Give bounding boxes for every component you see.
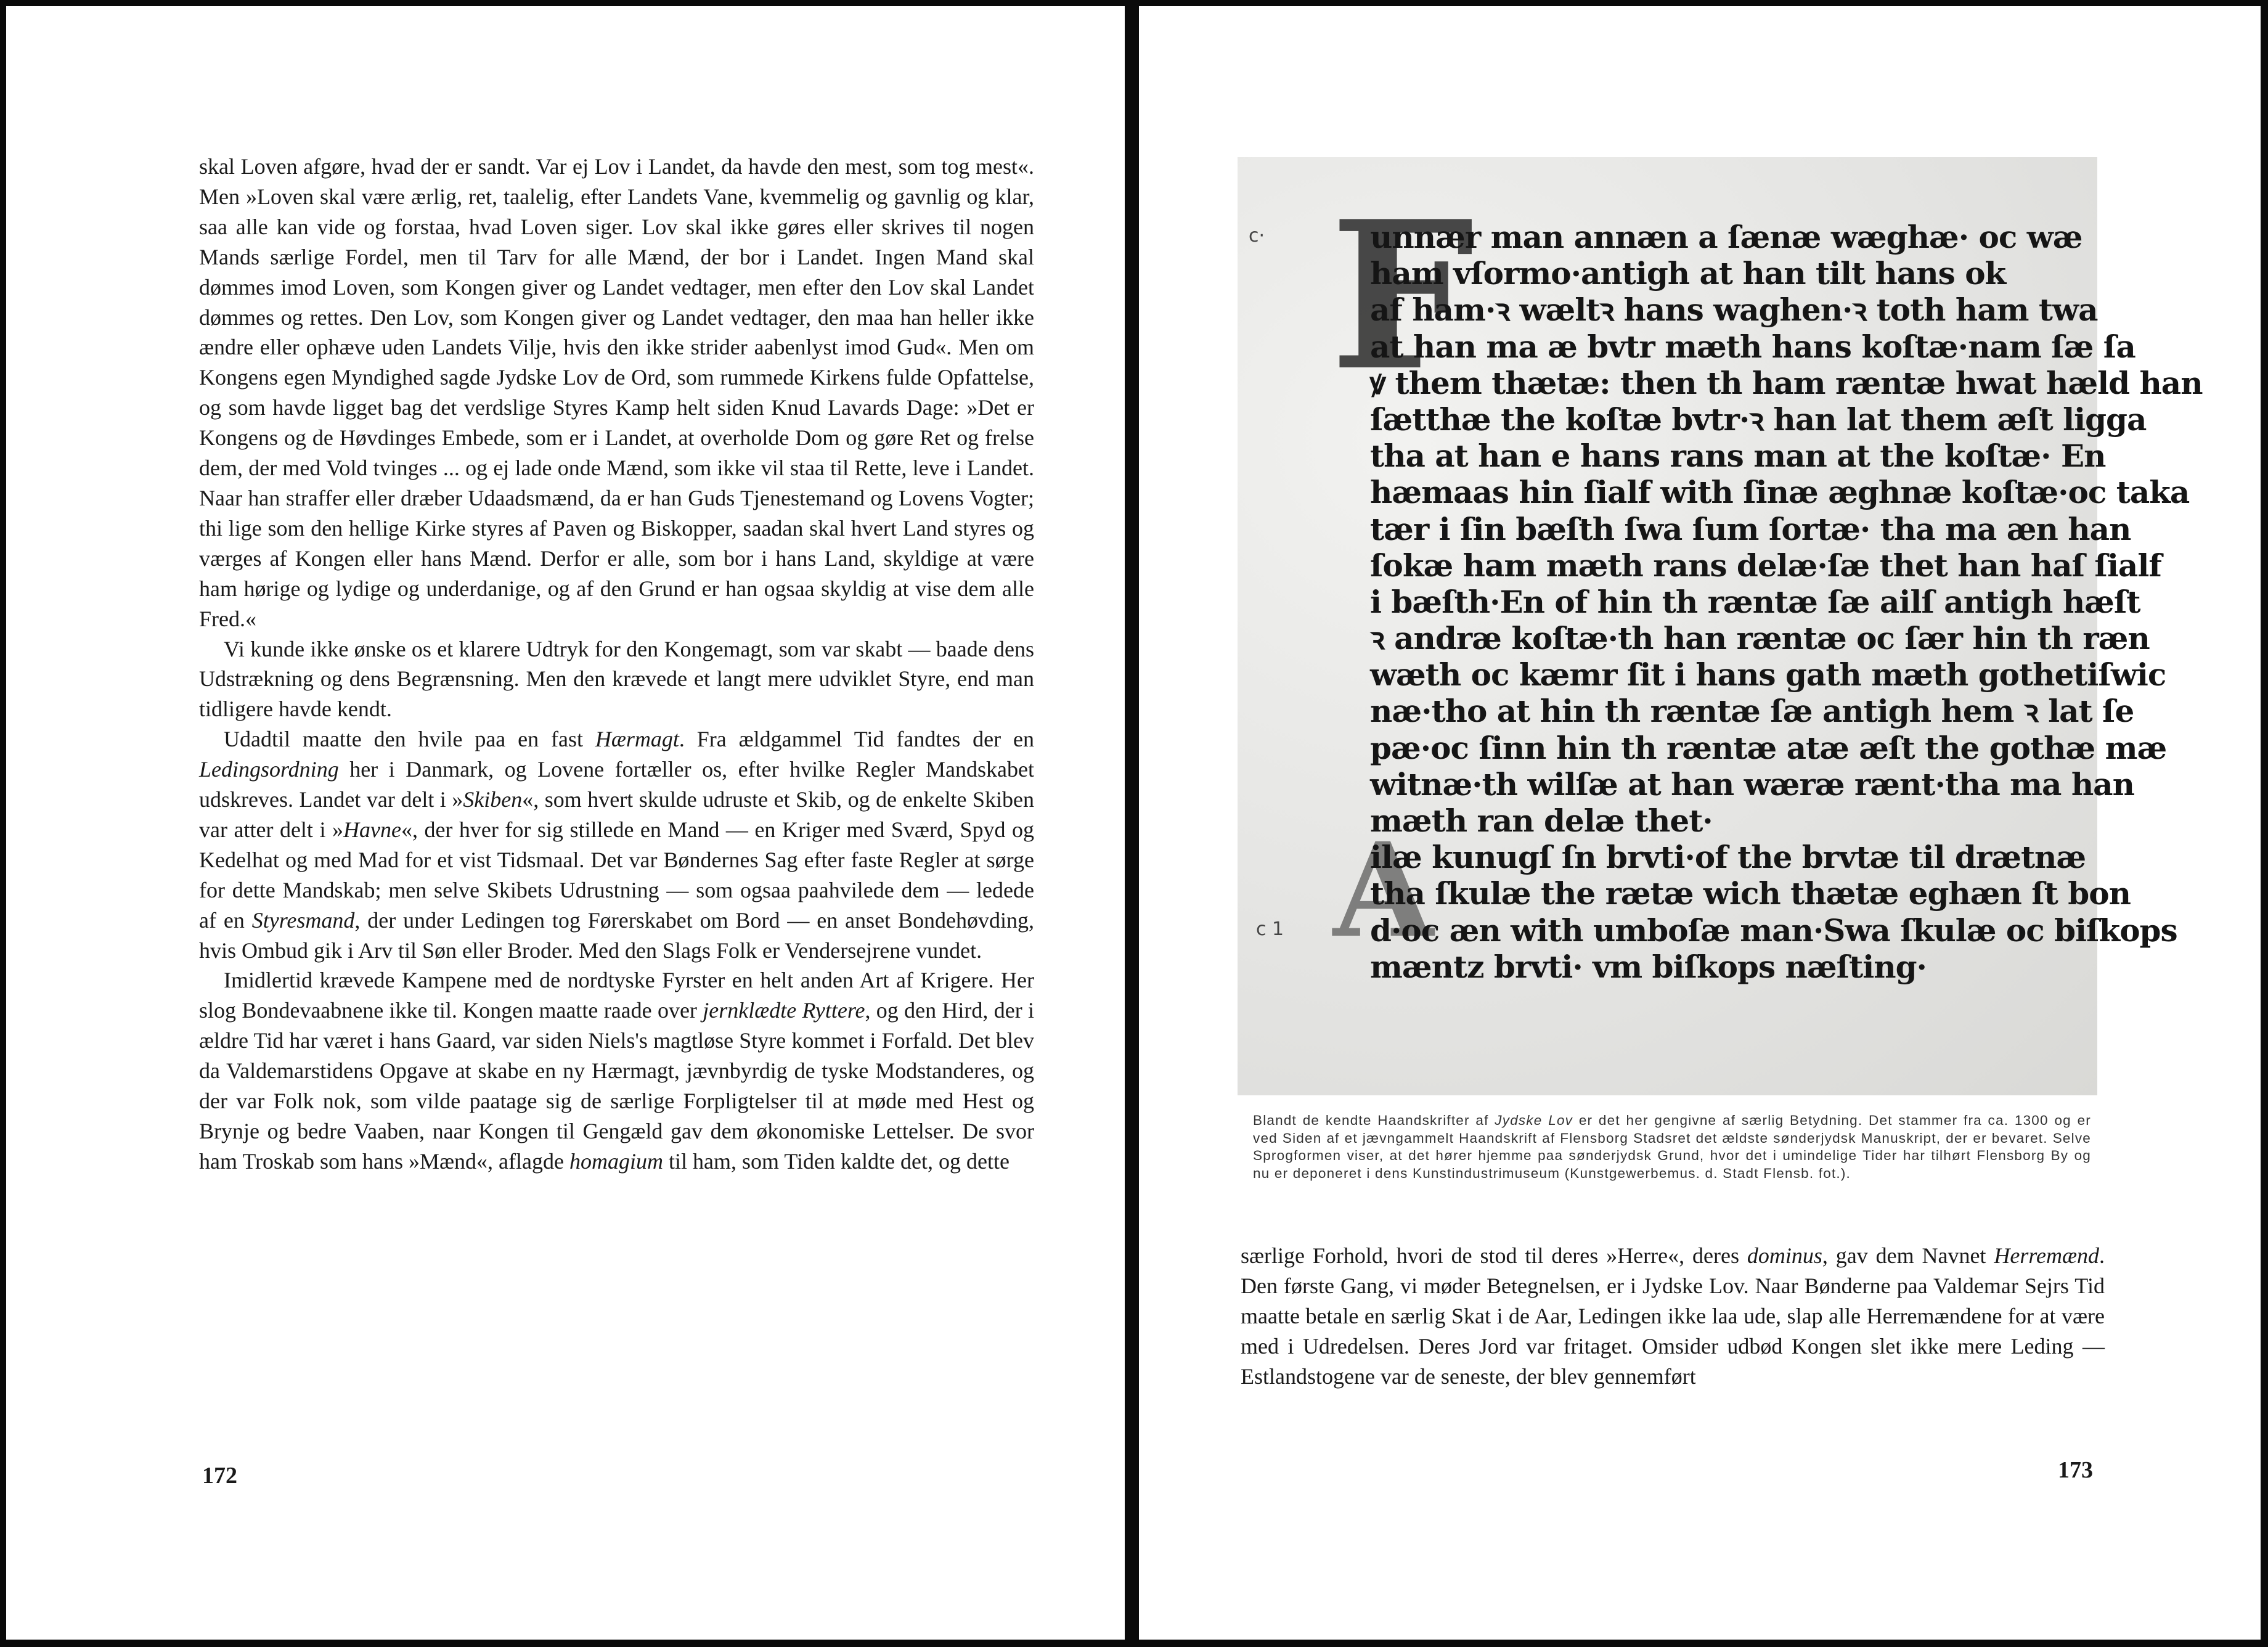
right-page-number: 173 <box>2058 1457 2093 1483</box>
text-run: «, der hver for sig stillede en Mand — en Kriger med Sværd, Spyd og Kedelhat og med Mad for et vist Tidsmaal. Det var Bøndernes Sag efter faste Regler at sørge for dette Mandskab; men selve Skibets Udrustning — som ogsaa paahvilede dem — ledede af en <box>199 817 1034 933</box>
manuscript-line: ſætthæ the koſtæ bvtr·ꝛ han lat them æſt ligga <box>1370 401 2147 438</box>
italic-run: Ledingsordning <box>199 757 339 782</box>
paragraph <box>199 152 1034 634</box>
manuscript-line: ſokæ ham mæth rans delæ·ſæ thet han haſ ſialf <box>1370 547 2161 584</box>
italic-run: jernklædte Ryttere <box>703 998 865 1023</box>
text-run: her i Danmark, og Lovene fortæller os, efter hvilke Regler Mandskabet udskreves. Landet var delt i » <box>199 757 1034 812</box>
left-page <box>6 6 1125 1640</box>
manuscript-line: ham vſormo·antigh at han tilt hans ok <box>1370 255 2006 292</box>
italic-run: Jydske Lov <box>1495 1113 1573 1128</box>
manuscript-line: mæntz brvti· vm biſkops næſting· <box>1370 948 1927 985</box>
manuscript-line: unnær man annæn a ſænæ wæghæ· oc wæ <box>1370 219 2082 255</box>
manuscript-line: tær i ſin bæſth ſwa ſum ſortæ· tha ma æn han <box>1370 510 2131 547</box>
italic-run: Hærmagt <box>595 727 679 752</box>
text-run: særlige Forhold, hvori de stod til deres »Herre«, deres <box>1241 1243 1747 1268</box>
manuscript-line: mæth ran delæ thet· <box>1370 803 1713 839</box>
text-run: «, som hvert skulde udruste et Skib, og de enkelte Skiben var atter delt i » <box>199 787 1034 842</box>
manuscript-line: ilæ kunugſ ſn brvti·of the brvtæ til drætnæ <box>1370 839 2086 876</box>
text-run: . Fra ældgammel Tid fandtes der en <box>679 727 1034 752</box>
manuscript-illustration <box>1238 157 2203 1095</box>
text-run: Imidlertid krævede Kampene med de nordtyske Fyrster en helt anden Art af Krigere. Her slog Bondevaabnene ikke til. Kongen maatte raade over <box>199 968 1034 1023</box>
text-run: . Den første Gang, vi møder Betegnelsen, er i Jydske Lov. Naar Bønderne paa Valdemar Sejrs Tid maatte betale en særlig Skat i de Aar, Ledingen ikke laa ude, slap alle Herremændene for at være med i Udredelsen. Deres Jord var fritaget. Omsider udbød Kongen slet ikke mere Leding — Estlandstogene var de seneste, der blev gennemført <box>1241 1243 2105 1389</box>
manuscript-line: ꝟ them thætæ: then th ham ræntæ hwat hæld han <box>1370 364 2203 401</box>
manuscript-line: tha at han e hans rans man at the koſtæ· En <box>1370 438 2106 475</box>
paragraph <box>1241 1241 2105 1392</box>
text-run: Vi kunde ikke ønske os et klarere Udtryk for den Kongemagt, som var skabt — baade dens Udstrækning og dens Begrænsning. Men den krævede et langt mere udviklet Styre, end man tidligere havde kendt. <box>199 636 1034 722</box>
manuscript-line: af ham·ꝛ wæltꝛ hans waghen·ꝛ toth ham twa <box>1370 292 2098 329</box>
manuscript-line: næ·tho at hin th ræntæ ſæ antigh hem ꝛ lat ſe <box>1370 693 2134 730</box>
text-run: til ham, som Tiden kaldte det, og dette <box>663 1148 1010 1174</box>
manuscript-line: pæ·oc ſinn hin th ræntæ atæ æſt the gothæ mæ <box>1370 729 2167 766</box>
text-run: Blandt de kendte Haandskrifter af <box>1253 1113 1495 1128</box>
text-run: , og den Hird, der i ældre Tid har været i hans Gaard, var siden Niels's magtløse Styre kommet i Forfald. Det blev da Valdemarstidens Opgave at skabe en ny Hærmagt, jævnbyrdig de tyske Modstanderes, og der var Folk nok, som vilde paatage sig de særlige Forpligtelser til at møde med Hest og Brynje og bedre Vaaben, naar Kongen til Gengæld gav dem økonomiske Lettelser. De svor ham Troskab som hans »Mænd«, aflagde <box>199 998 1034 1174</box>
manuscript-initial-lower: A <box>1333 814 1434 967</box>
italic-run: dominus <box>1747 1243 1822 1268</box>
margin-mark-top: c· <box>1249 225 1265 247</box>
manuscript-line: tha ſkulæ the rætæ wich thætæ eghæn ſt bon <box>1370 875 2131 912</box>
figure-caption <box>1253 1112 2091 1182</box>
manuscript-text <box>1370 219 2203 985</box>
italic-run: Herremænd <box>1994 1243 2099 1268</box>
manuscript-line: ꝛ andræ koſtæ·th han ræntæ oc ſær hin th ræn <box>1370 620 2150 657</box>
right-page <box>1139 6 2261 1640</box>
paragraph <box>199 965 1034 1176</box>
paragraph <box>199 724 1034 965</box>
manuscript-line: wæth oc kæmr ſit i hans gath mæth gothetiſwic <box>1370 656 2166 693</box>
italic-run: homagium <box>569 1148 663 1174</box>
text-run: , gav dem Navnet <box>1822 1243 1994 1268</box>
text-run: er det her gengivne af særlig Betydning. Det stammer fra ca. 1300 og er ved Siden af et jævngammelt Haandskrift af Flensborg Stadsret det ældste sønderjydsk Manuskript, der er bevaret. Selve Sprogformen viser, at det hører hjemme paa sønderjydsk Grund, hvor det i umindelige Tider har tilhørt Flensborg By og nu er deponeret i dens Kunstindustrimuseum (Kunstgewerbemus. d. Stadt Flensb. fot.). <box>1253 1113 2091 1181</box>
manuscript-line: i bæſth·En of hin th ræntæ ſæ ailſ antigh hæſt <box>1370 583 2140 620</box>
right-body-text <box>1241 1241 2105 1392</box>
paragraph <box>199 634 1034 725</box>
manuscript-line: witnæ·th wilſæ at han wæræ rænt·tha ma han <box>1370 766 2134 803</box>
left-page-number: 172 <box>202 1463 237 1489</box>
margin-mark-lower: c 1 <box>1256 918 1284 940</box>
manuscript-line: d·oc æn with umboſæ man·Swa ſkulæ oc biſkops <box>1370 912 2177 949</box>
italic-run: Styresmand <box>251 907 355 933</box>
manuscript-line: hæmaas hin ſialf with ſinæ æghnæ koſtæ·oc taka <box>1370 474 2190 511</box>
italic-run: Havne <box>343 817 401 842</box>
text-run: Udadtil maatte den hvile paa en fast <box>224 727 595 752</box>
manuscript-initial-top: F <box>1330 176 1475 415</box>
left-body-text <box>199 152 1034 1177</box>
manuscript-line: at han ma æ bvtr mæth hans koſtæ·nam ſæ ſa <box>1370 328 2135 365</box>
text-run: skal Loven afgøre, hvad der er sandt. Var ej Lov i Landet, da havde den mest, som tog mest«. Men »Loven skal være ærlig, ret, taalelig, efter Landets Vane, kvemmelig og gavnlig og klar, saa alle kan vide og forstaa, hvad Loven siger. Lov skal ikke gøres eller skrives til nogen Mands særlige Fordel, men til Tarv for alle Mænd, der bor i Landet. Ingen Mand skal dømmes imod Loven, som Kongen giver og Landet vedtager, men efter den Lov skal Landet dømmes og rettes. Den Lov, som Kongen giver og Landet vedtager, den maa han heller ikke ændre eller ophæve uden Landets Vilje, hvis den ikke strider aabenlyst imod Gud«. Men om Kongens egen Myndighed sagde Jydske Lov de Ord, som rummede Kirkens fulde Opfattelse, og som havde ligget bag det verdslige Styres Kamp helt siden Knud Lavards Dage: »Det er Kongens og de Høvdinges Embede, som er i Landet, at overholde Dom og gøre Ret og frelse dem, der med Vold tvinges ... og ej lade onde Mænd, som ikke vil staa til Rette, leve i Landet. Naar han straffer eller dræber Udaadsmænd, da er han Guds Tjenestemand og Lovens Vogter; thi lige som den hellige Kirke styres af Paven og Biskopper, saadan skal hvert Land styres og værges af Kongen eller hans Mænd. Derfor er alle, som bor i hans Land, skyldige at være ham hørige og lydige og underdanige, og af den Grund er han ogsaa skyldig at vise dem alle Fred.« <box>199 154 1034 631</box>
text-run: , der under Ledingen tog Førerskabet om Bord — en anset Bondehøvding, hvis Ombud gik i Arv til Søn eller Broder. Med den Slags Folk er Vendersejrene vundet. <box>199 907 1034 963</box>
italic-run: Skiben <box>463 787 523 812</box>
